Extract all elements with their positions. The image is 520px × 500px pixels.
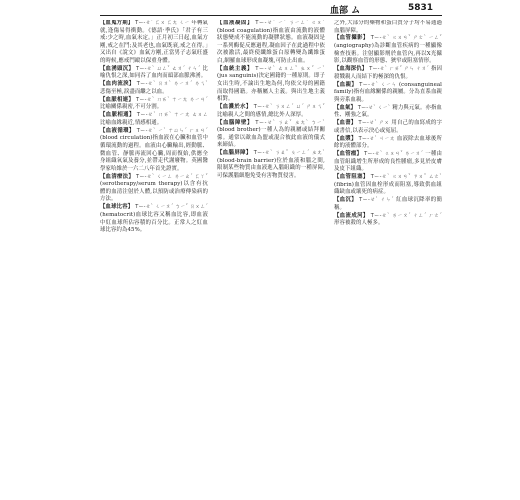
text-column-1: [100, 20, 208, 498]
dictionary-entry: [334, 213, 442, 228]
dictionary-entry: [100, 128, 208, 174]
dictionary-entry: [100, 20, 208, 66]
entry-definition: (hematocrit)血球比容又稱血比容,即血液中紅血球所佔容積的百分比。正常人之紅血球比容約為45%。: [100, 211, 208, 234]
entry-phonetic: Tー-ㄝˋ ㄍㄨㄢˇ ㄕㄜˋ ㄧㄥˇ: [370, 35, 442, 42]
page-number: 5831: [408, 3, 434, 13]
entry-definition: (blood brother)一種人為的親屬或結拜關係。通常以歃血為盟或混合彼此血液的儀式來締結。: [217, 127, 325, 149]
entry-phonetic: Tー-ㄝˋ ㄋㄠˇ ㄆㄧㄥˊ ㄓㄤˋ: [253, 150, 325, 157]
entry-headword: 【血腦屏障】: [217, 150, 252, 157]
entry-phonetic: Tー-ㄝˋ ㄋㄨㄥˊ ㄩˊ ㄕㄨㄟˇ: [253, 104, 325, 111]
dictionary-entry: [334, 136, 442, 151]
entry-definition: 血液除去血球後所餘的液體部分。: [334, 135, 442, 150]
dictionary-entry: [334, 35, 442, 65]
entry-phonetic: Tー-ㄝˋ ㄇㄞˋ ㄒㄧㄤ ㄌㄧㄢˊ: [136, 96, 208, 103]
entry-phonetic: Tー-ㄝˋ ㄍㄨㄢˇ ㄗㄨˇ ㄙㄜˋ: [370, 174, 442, 181]
dictionary-entry: [100, 97, 208, 112]
dictionary-entry: [100, 112, 208, 127]
dictionary-entry: [334, 82, 442, 105]
entry-definition: (blood coagulation)指血液由流動的液體狀態變成不能流動的凝膠狀態。血液凝固是一系列酶促反應過程,凝血因子在此過程中依次被激活,最終使纖維蛋白原轉變為纖維蛋白,網羅血球形成血凝塊,可防止出血。: [217, 27, 325, 64]
entry-phonetic: Tー-ㄝˋ ㄍㄨㄢˇ ㄌㄧㄡˊ: [364, 151, 424, 158]
entry-phonetic: Tー-ㄝˋ ㄔㄣˊ: [359, 197, 395, 204]
entry-definition: 指因殺戮親人而結下的極深的仇恨。: [334, 66, 442, 80]
entry-headword: 【血液凝固】: [217, 20, 254, 26]
dictionary-entry: [100, 66, 208, 81]
entry-phonetic: Tー-ㄝˋ ㄑㄧㄥ ㄌㄧㄠˊ ㄈㄚˇ: [136, 173, 208, 180]
entry-definition: 用自己的血寫成的字或書信,以表示決心或冤屈。: [334, 120, 442, 134]
entry-phonetic: Tー-ㄝˋ ㄧˋ ㄒㄩㄣˊ ㄏㄨㄢˊ: [136, 127, 208, 134]
entry-definition: 悲傷至極,淚盡而繼之以血。: [100, 88, 168, 95]
entry-headword: 【血管瘤】: [334, 151, 363, 158]
entry-definition: (blood circulation)指血液在心臟和血管中循環流動的過程。血液由心臟輸出,經動脈、微血管、靜脈再流回心臟,周而復始,供應全身組織氧氣及養分,並帶走代謝廢物。英國醫學家哈維於一六二八年首先證實。: [100, 135, 208, 172]
entry-headword: 【血濃於水】: [217, 104, 252, 111]
entry-definition: 紅血球沉降率的簡稱。: [334, 197, 442, 211]
entry-headword: 【血書】: [334, 120, 357, 127]
dictionary-entry: [100, 204, 208, 234]
entry-phonetic: Tー-ㄝˋ ㄧˋ ㄋㄧㄥˊ ㄍㄨˋ: [255, 20, 325, 26]
entry-headword: 【血腦障壁】: [217, 119, 254, 126]
entry-phonetic: Tー-ㄝˋ ㄇㄞˋ ㄒㄧㄤ ㄊㄨㄥ: [136, 112, 208, 119]
entry-headword: 【血球比容】: [100, 204, 134, 211]
dictionary-entry: [217, 150, 325, 180]
entry-phonetic: Tー-ㄝˋ ㄋㄠˇ ㄓㄤˋ ㄅㄧˋ: [255, 119, 325, 126]
entry-headword: 【血管攝影】: [334, 35, 369, 42]
entry-headword: 【血肉流淚】: [100, 81, 135, 88]
dictionary-entry: [334, 66, 442, 81]
entry-phonetic: Tー-ㄝˋ ㄕㄨ: [358, 120, 390, 127]
entry-definition: 比喻仇恨之深,如同吞了血肉而頭部血脈沸湧。: [100, 65, 208, 80]
entry-headword: 【血沉】: [334, 197, 358, 204]
entry-headword: 【血漿】: [334, 135, 357, 142]
entry-headword: 【血流成河】: [334, 212, 369, 219]
entry-definition: 比喻親人之間的感情,總比外人深厚。: [217, 111, 307, 118]
dictionary-entry: [334, 20, 442, 35]
dictionary-entry: [217, 104, 325, 119]
dictionary-entry: [334, 120, 442, 135]
dictionary-entry: [217, 66, 325, 104]
entry-phonetic: Tー-ㄝˋ ㄑㄧˋ: [357, 104, 391, 111]
entry-headword: 【血蒐方期】: [100, 20, 134, 26]
entry-definition: 一種由血管組織增生所形成的良性腫瘤,多見於皮膚及皮下組織。: [334, 151, 442, 173]
entry-headword: 【血親】: [334, 81, 358, 88]
entry-definition: 年轉氣就,逢傷易得衝動。《德語·季氏》「君子有三戒:少之時,血氣未定。」正月初三日起,血氣方剛,戒之在鬥;及其老也,血氣既衰,戒之在得。」又出自《說文》血氣方剛,正當男子志氣旺盛的時候,應戒鬥毆以保重身體。: [100, 20, 208, 64]
entry-definition: (serotherapy/serum therapy)以含有抗體的血清注射於人體,以預防或治療傳染病的方法。: [100, 181, 208, 203]
entry-phonetic: Tー-ㄝˋ ㄑㄧㄣ: [359, 81, 397, 88]
dictionary-entry: [334, 151, 442, 174]
text-column-2: [217, 20, 325, 498]
dictionary-entry: [334, 197, 442, 212]
entry-phonetic: Tー-ㄝˋ ㄩㄥˇ ㄊㄡˊ ㄔㄣˊ: [136, 65, 201, 72]
entry-phonetic: Tー-ㄝˋ ㄑㄧㄡˊ ㄅㄧˇ ㄖㄨㄥˊ: [135, 204, 208, 211]
dictionary-entry: [217, 20, 325, 66]
entry-headword: 【血統主義】: [217, 65, 254, 72]
entry-phonetic: Tー-ㄝˋ ㄌㄧㄡˊ ㄔㄥˊ ㄏㄜˊ: [370, 212, 442, 219]
entry-definition: (fibrin)血管因血栓形成而阻塞,導致供血組織缺血或壞死的病症。: [334, 181, 442, 196]
entry-headword: 【血清療法】: [100, 173, 135, 180]
entry-definition: 之外,大部分的藥物和蛋白質分子均不易通過血腦屏障。: [334, 20, 442, 34]
entry-phonetic: Tー-ㄝˋ ㄏㄞˇ ㄕㄣ ㄔㄡˊ: [369, 66, 430, 73]
entry-headword: 【血氣】: [334, 104, 357, 111]
entry-definition: 形容被殺的人極多。: [334, 220, 384, 227]
entry-definition: 比喻血緣親近,情感相通。: [100, 119, 163, 126]
entry-phonetic: Tー-ㄝˋ ㄖㄡˋ ㄌㄧㄡˊ ㄌㄟˋ: [136, 81, 208, 88]
entry-definition: (blood-brain barrier)位於血液和腦之間,限制某些物質由血液進入腦組織的一種屏障,可保護腦細胞免受有害物質侵害。: [217, 157, 325, 180]
dictionary-entry: [100, 81, 208, 96]
entry-definition: 精力與元氣。亦指血性、剛強之氣。: [334, 104, 442, 119]
entry-definition: 比喻關係親密,不可分割。: [100, 104, 163, 111]
entry-headword: 【血海深仇】: [334, 66, 368, 73]
entry-headword: 【血脈相連】: [100, 96, 135, 103]
dictionary-entry: [217, 120, 325, 150]
entry-definition: (jus sanguinis)決定國籍的一種原則。即子女出生時,不論出生地為何,均依父母的國籍而取得國籍。亦稱屬人主義。與出生地主義相對。: [217, 73, 325, 103]
entry-headword: 【血液循環】: [100, 127, 135, 134]
dictionary-entry: [334, 174, 442, 197]
text-column-3: [334, 20, 442, 498]
entry-headword: 【血管阻塞】: [334, 174, 369, 181]
entry-phonetic: Tー-ㄝˋ ㄈㄨ ㄈㄤ ㄑㄧ: [135, 20, 190, 26]
entry-headword: 【血湧頭沉】: [100, 65, 135, 72]
entry-phonetic: Tー-ㄝˋ ㄊㄨㄥˇ ㄓㄨˇ ㄧˋ: [255, 65, 325, 72]
entry-definition: (consanguineal family)指有血緣關係的親屬。分為直系血親與旁系血親。: [334, 81, 442, 103]
dictionary-entry: [100, 174, 208, 204]
entry-headword: 【血脈相通】: [100, 112, 135, 119]
entry-definition: (angiography)為診斷血管疾病的一種顯像檢查技術。注射顯影劑於血管內,再以X光攝影,以觀察血管的形態、狹窄或阻塞情形。: [334, 43, 442, 65]
header-rule: [100, 15, 442, 16]
section-heading: 血部 ム: [330, 6, 361, 16]
dictionary-entry: [334, 105, 442, 120]
entry-phonetic: Tー-ㄝˋ ㄐㄧㄤ: [358, 135, 395, 142]
